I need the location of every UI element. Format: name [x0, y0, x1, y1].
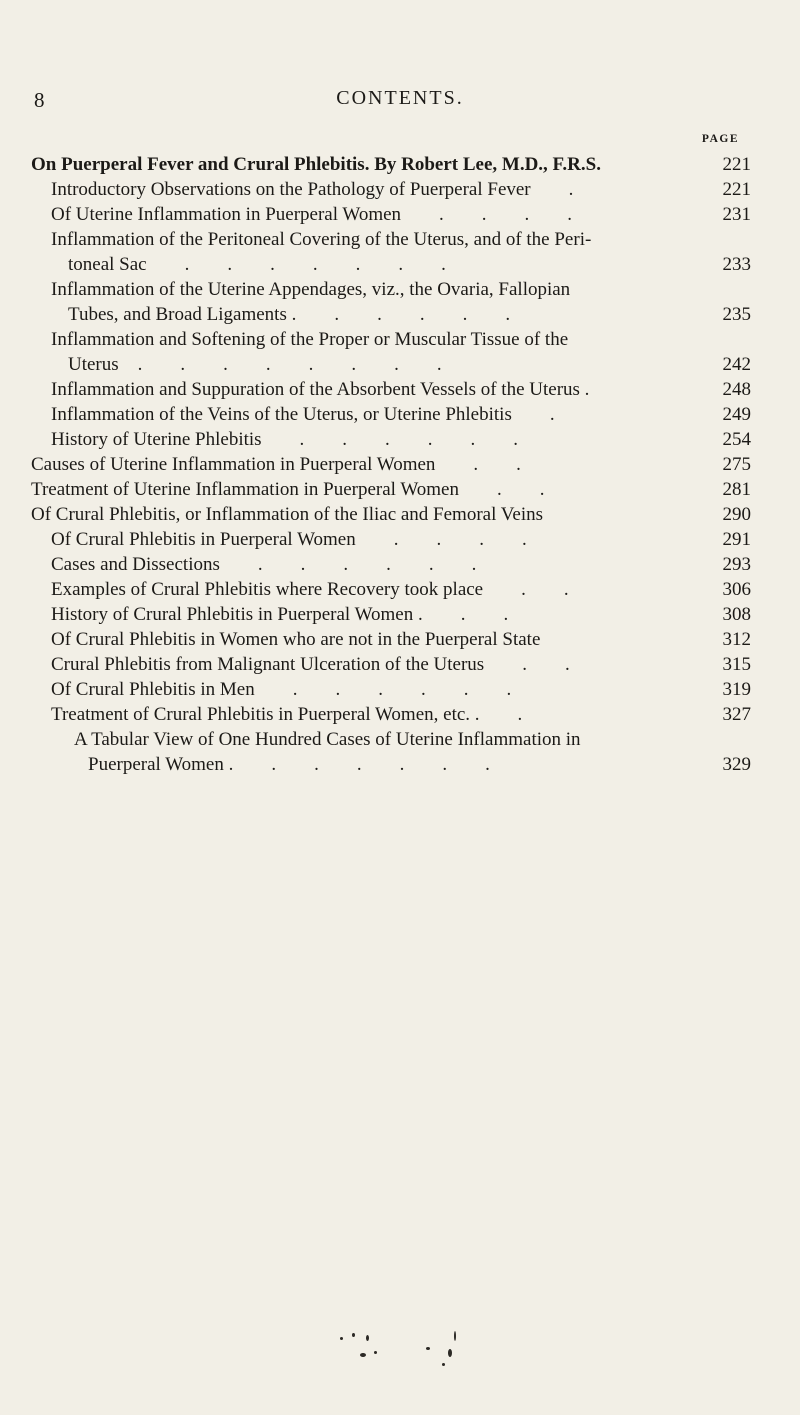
entry-title: Treatment of Uterine Inflammation in Puerperal Women . . [31, 479, 545, 500]
entry-page: 293 [722, 554, 751, 575]
running-title: CONTENTS. [336, 87, 464, 109]
toc-entry [51, 327, 751, 352]
entry-page: 291 [722, 529, 751, 550]
entry-title: A Tabular View of One Hundred Cases of Uterine Inflammation in [74, 729, 581, 750]
toc-entry [51, 202, 751, 227]
toc-entry [51, 402, 751, 427]
entry-page: 248 [722, 379, 751, 400]
entry-title: Inflammation of the Uterine Appendages, viz., the Ovaria, Fallopian [51, 279, 571, 300]
page-column-label: PAGE [701, 133, 739, 145]
entry-title: History of Uterine Phlebitis . . . . . . [51, 429, 519, 450]
toc-entry [51, 177, 751, 202]
entry-page: 308 [722, 604, 751, 625]
entry-page: 235 [722, 304, 751, 325]
toc-entry [51, 527, 751, 552]
toc-entry [51, 277, 751, 302]
toc-entry [68, 252, 751, 277]
toc-entry [51, 377, 751, 402]
toc-entry [51, 427, 751, 452]
entry-page: 312 [722, 629, 751, 650]
entry-title: Of Crural Phlebitis in Men . . . . . . [51, 679, 512, 700]
toc-entry [31, 152, 751, 177]
toc-entry [31, 502, 751, 527]
entry-page: 290 [722, 504, 751, 525]
entry-page: 306 [722, 579, 751, 600]
entry-title: Of Crural Phlebitis in Puerperal Women . . . . [51, 529, 527, 550]
entry-title: Introductory Observations on the Pathology of Puerperal Fever . [51, 179, 574, 200]
entry-title: Of Crural Phlebitis, or Inflammation of the Iliac and Femoral Veins [31, 504, 544, 525]
entry-title: Examples of Crural Phlebitis where Recovery took place . . [51, 579, 569, 600]
entry-title: Inflammation and Suppuration of the Absorbent Vessels of the Uterus . [51, 379, 590, 400]
ink-smudge-marks [330, 1325, 470, 1380]
toc-entry [68, 352, 751, 377]
entry-page: 233 [722, 254, 751, 275]
entry-title: Of Uterine Inflammation in Puerperal Women . . . . [51, 204, 573, 225]
entry-page: 319 [722, 679, 751, 700]
toc-entry [51, 627, 751, 652]
entry-title: Treatment of Crural Phlebitis in Puerperal Women, etc. . . [51, 704, 523, 725]
entry-page: 281 [722, 479, 751, 500]
entry-title: Puerperal Women . . . . . . . [88, 754, 490, 775]
page-number: 8 [34, 88, 45, 112]
entry-title: History of Crural Phlebitis in Puerperal Women . . . [51, 604, 509, 625]
entry-page: 221 [722, 179, 751, 200]
entry-page: 275 [722, 454, 751, 475]
toc-entry [51, 702, 751, 727]
entry-title: Uterus . . . . . . . . [68, 354, 442, 375]
entry-title: Crural Phlebitis from Malignant Ulceration of the Uterus . . [51, 654, 570, 675]
entry-page: 221 [722, 154, 751, 175]
entry-page: 315 [722, 654, 751, 675]
entry-page: 329 [722, 754, 751, 775]
entry-title: Inflammation of the Veins of the Uterus, or Uterine Phlebitis . [51, 404, 555, 425]
toc-entry [51, 602, 751, 627]
entry-page: 231 [722, 204, 751, 225]
entry-page: 249 [722, 404, 751, 425]
toc-entry [31, 452, 751, 477]
entry-title: Inflammation and Softening of the Proper or Muscular Tissue of the [51, 329, 569, 350]
toc-entry [51, 677, 751, 702]
entry-title: toneal Sac . . . . . . . [68, 254, 446, 275]
toc-entry [51, 652, 751, 677]
toc-entry [74, 727, 751, 752]
entry-title: Causes of Uterine Inflammation in Puerperal Women . . [31, 454, 521, 475]
entry-title: Tubes, and Broad Ligaments . . . . . . [68, 304, 511, 325]
toc-entry [51, 552, 751, 577]
toc-entry [51, 577, 751, 602]
entry-page: 254 [722, 429, 751, 450]
entry-page: 242 [722, 354, 751, 375]
toc-entry [31, 477, 751, 502]
toc-entry [68, 302, 751, 327]
entry-title: Of Crural Phlebitis in Women who are not in the Puerperal State [51, 629, 541, 650]
toc-entry [88, 752, 751, 777]
toc-entry [51, 227, 751, 252]
entry-title: On Puerperal Fever and Crural Phlebitis. By Robert Lee, M.D., F.R.S. [31, 154, 601, 175]
entry-page: 327 [722, 704, 751, 725]
entry-title: Inflammation of the Peritoneal Covering of the Uterus, and of the Peri- [51, 229, 592, 250]
entry-title: Cases and Dissections . . . . . . [51, 554, 477, 575]
